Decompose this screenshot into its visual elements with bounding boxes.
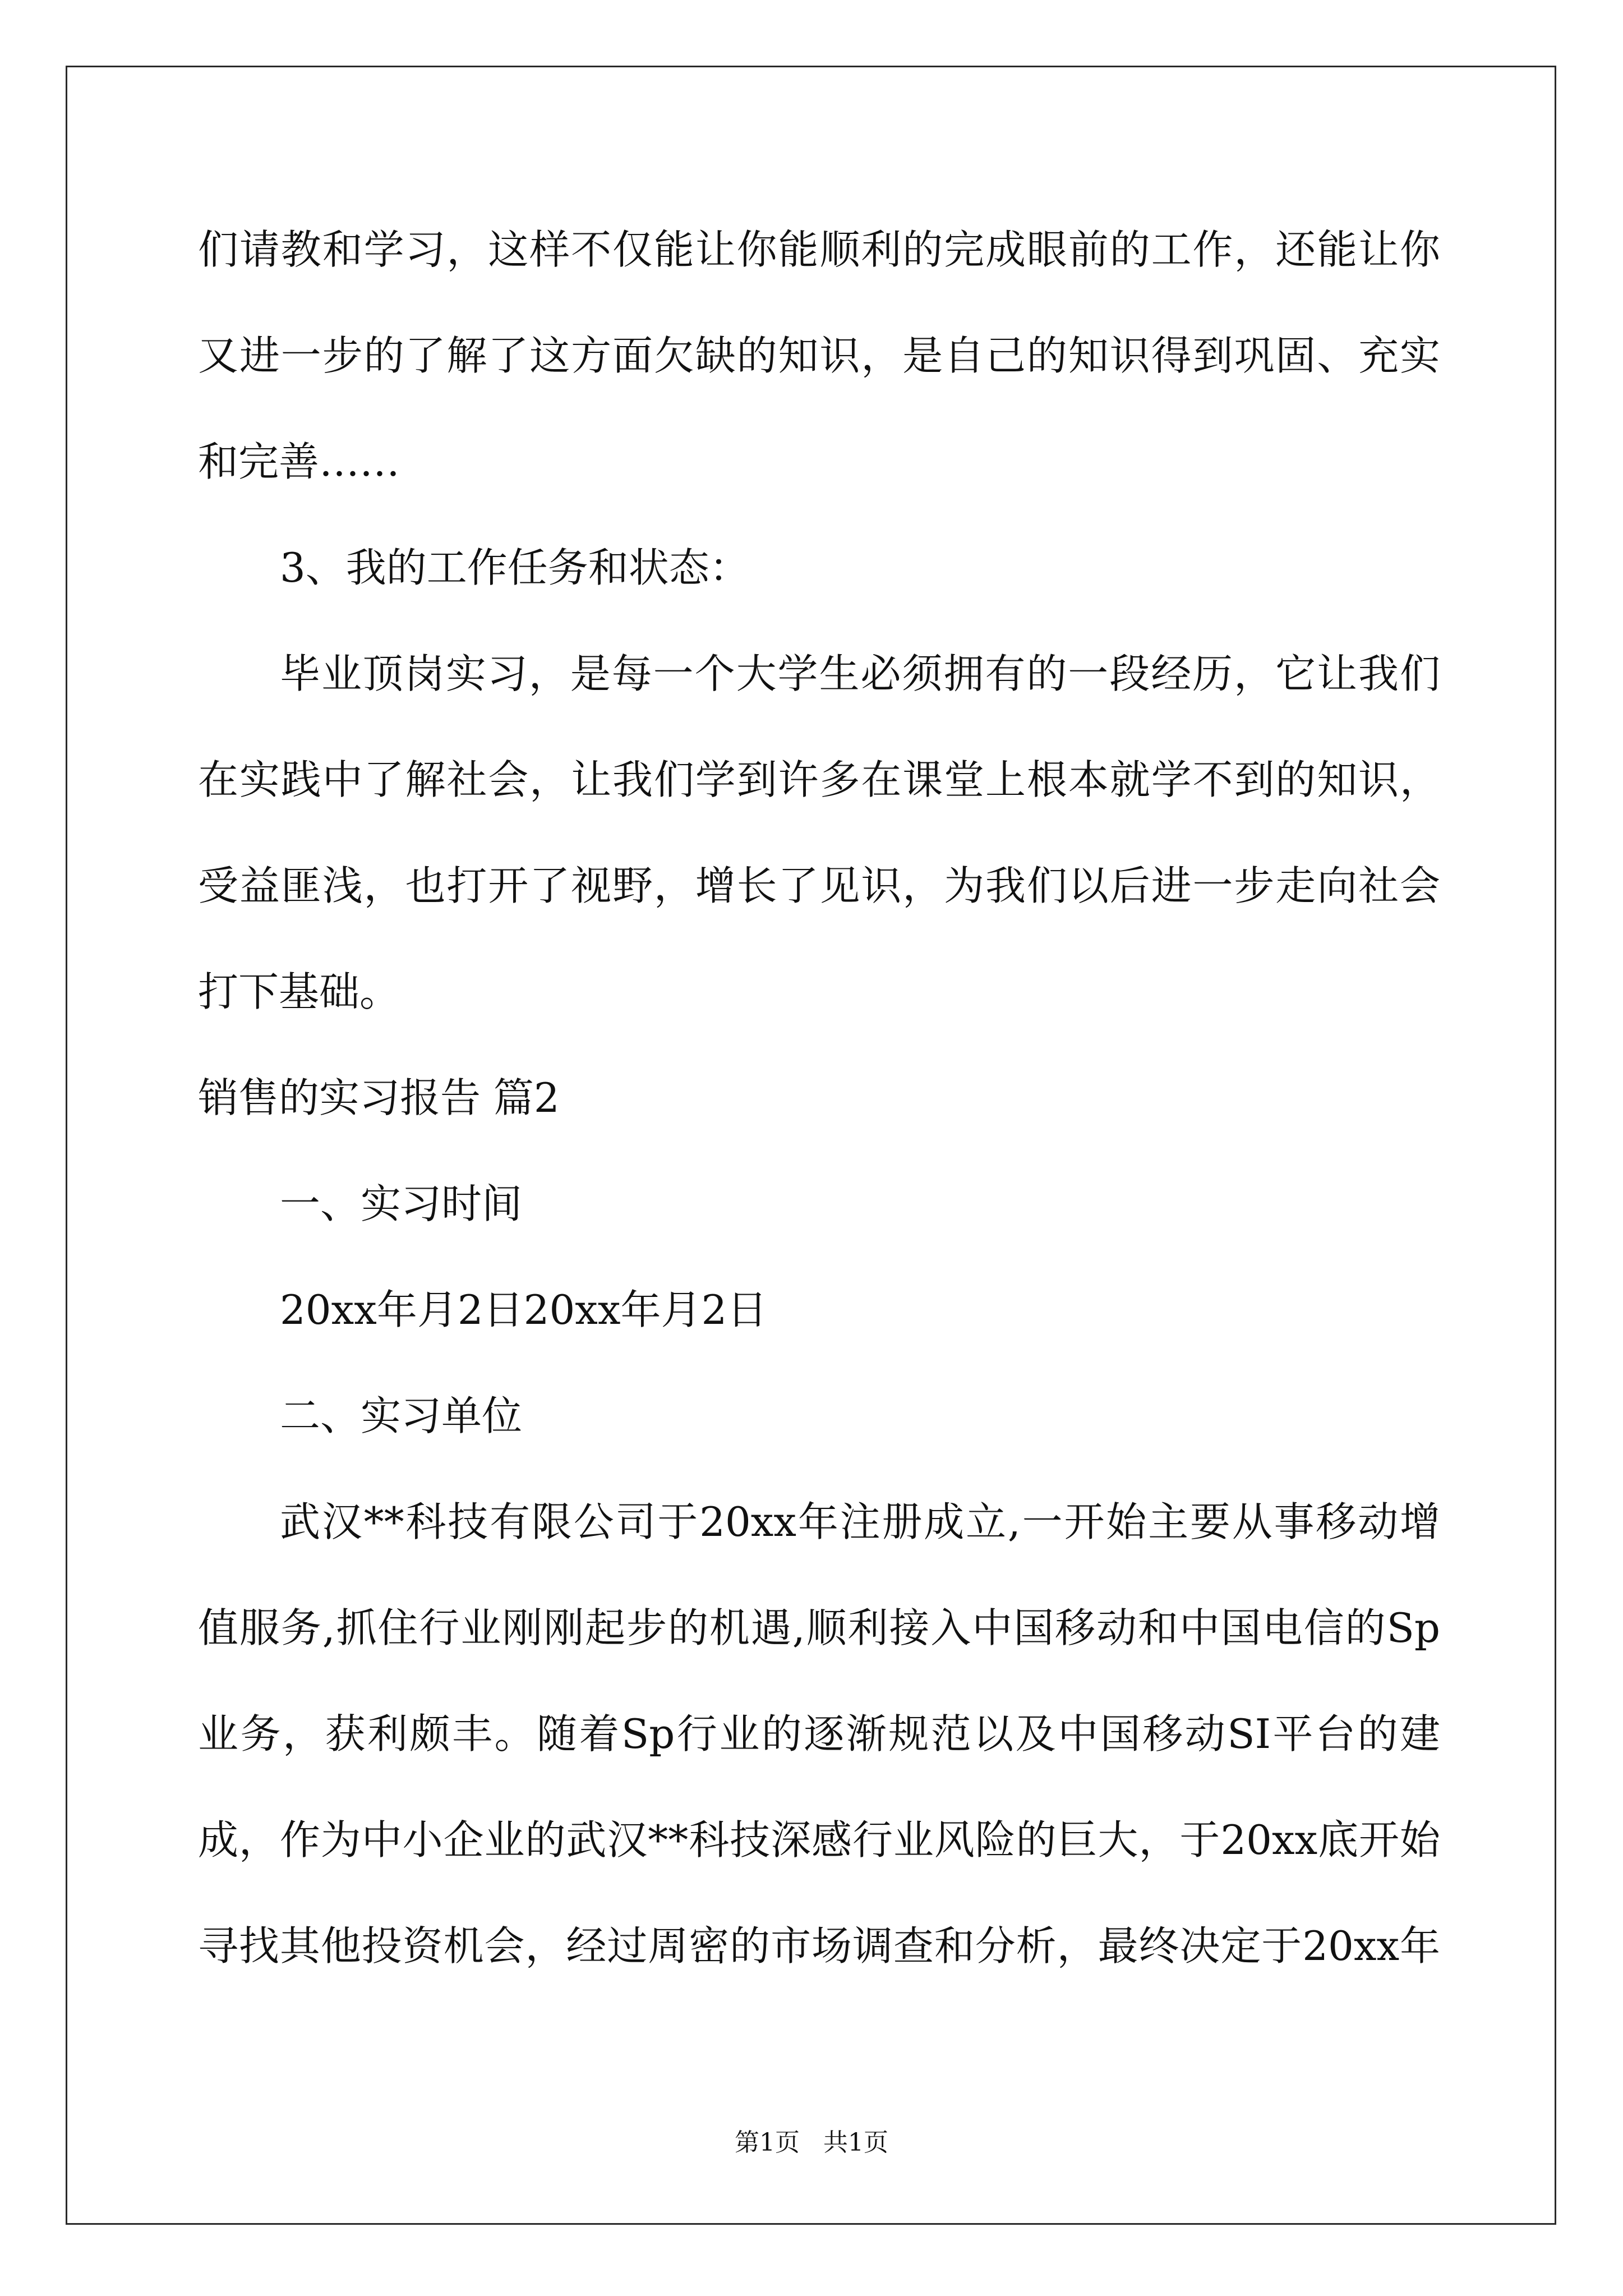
paragraph-line: 受益匪浅，也打开了视野，增长了见识，为我们以后进一步走向社会 [198,862,1440,909]
section-title: 销售的实习报告 篇2 [198,1074,560,1121]
paragraph-line: 打下基础。 [198,968,400,1015]
document-body [198,0,1443,2132]
page-number-footer: 第1页 共1页 [735,2128,888,2157]
paragraph-line: 和完善…… [198,438,400,485]
paragraph-line: 20xx年月2日20xx年月2日 [280,1286,768,1333]
paragraph-line: 毕业顶岗实习，是每一个大学生必须拥有的一段经历，它让我们 [280,650,1440,697]
section-subheading: 二、实习单位 [280,1392,523,1439]
section-subheading: 一、实习时间 [280,1180,523,1227]
paragraph-line: 值服务,抓住行业刚刚起步的机遇,顺利接入中国移动和中国电信的Sp [198,1604,1440,1651]
paragraph-line: 业务，获利颇丰。随着Sp行业的逐渐规范以及中国移动SI平台的建 [198,1710,1440,1757]
paragraph-line: 成，作为中小企业的武汉**科技深感行业风险的巨大，于20xx底开始 [198,1816,1440,1864]
paragraph-line: 又进一步的了解了这方面欠缺的知识，是自己的知识得到巩固、充实 [198,332,1440,379]
paragraph-line: 武汉**科技有限公司于20xx年注册成立,一开始主要从事移动增 [280,1498,1440,1545]
paragraph-line: 在实践中了解社会，让我们学到许多在课堂上根本就学不到的知识， [198,756,1440,803]
paragraph-line: 寻找其他投资机会，经过周密的市场调查和分析，最终决定于20xx年 [198,1922,1440,1970]
section-subheading: 3、我的工作任务和状态： [280,544,750,591]
paragraph-line: 们请教和学习，这样不仅能让你能顺利的完成眼前的工作，还能让你 [198,226,1440,273]
